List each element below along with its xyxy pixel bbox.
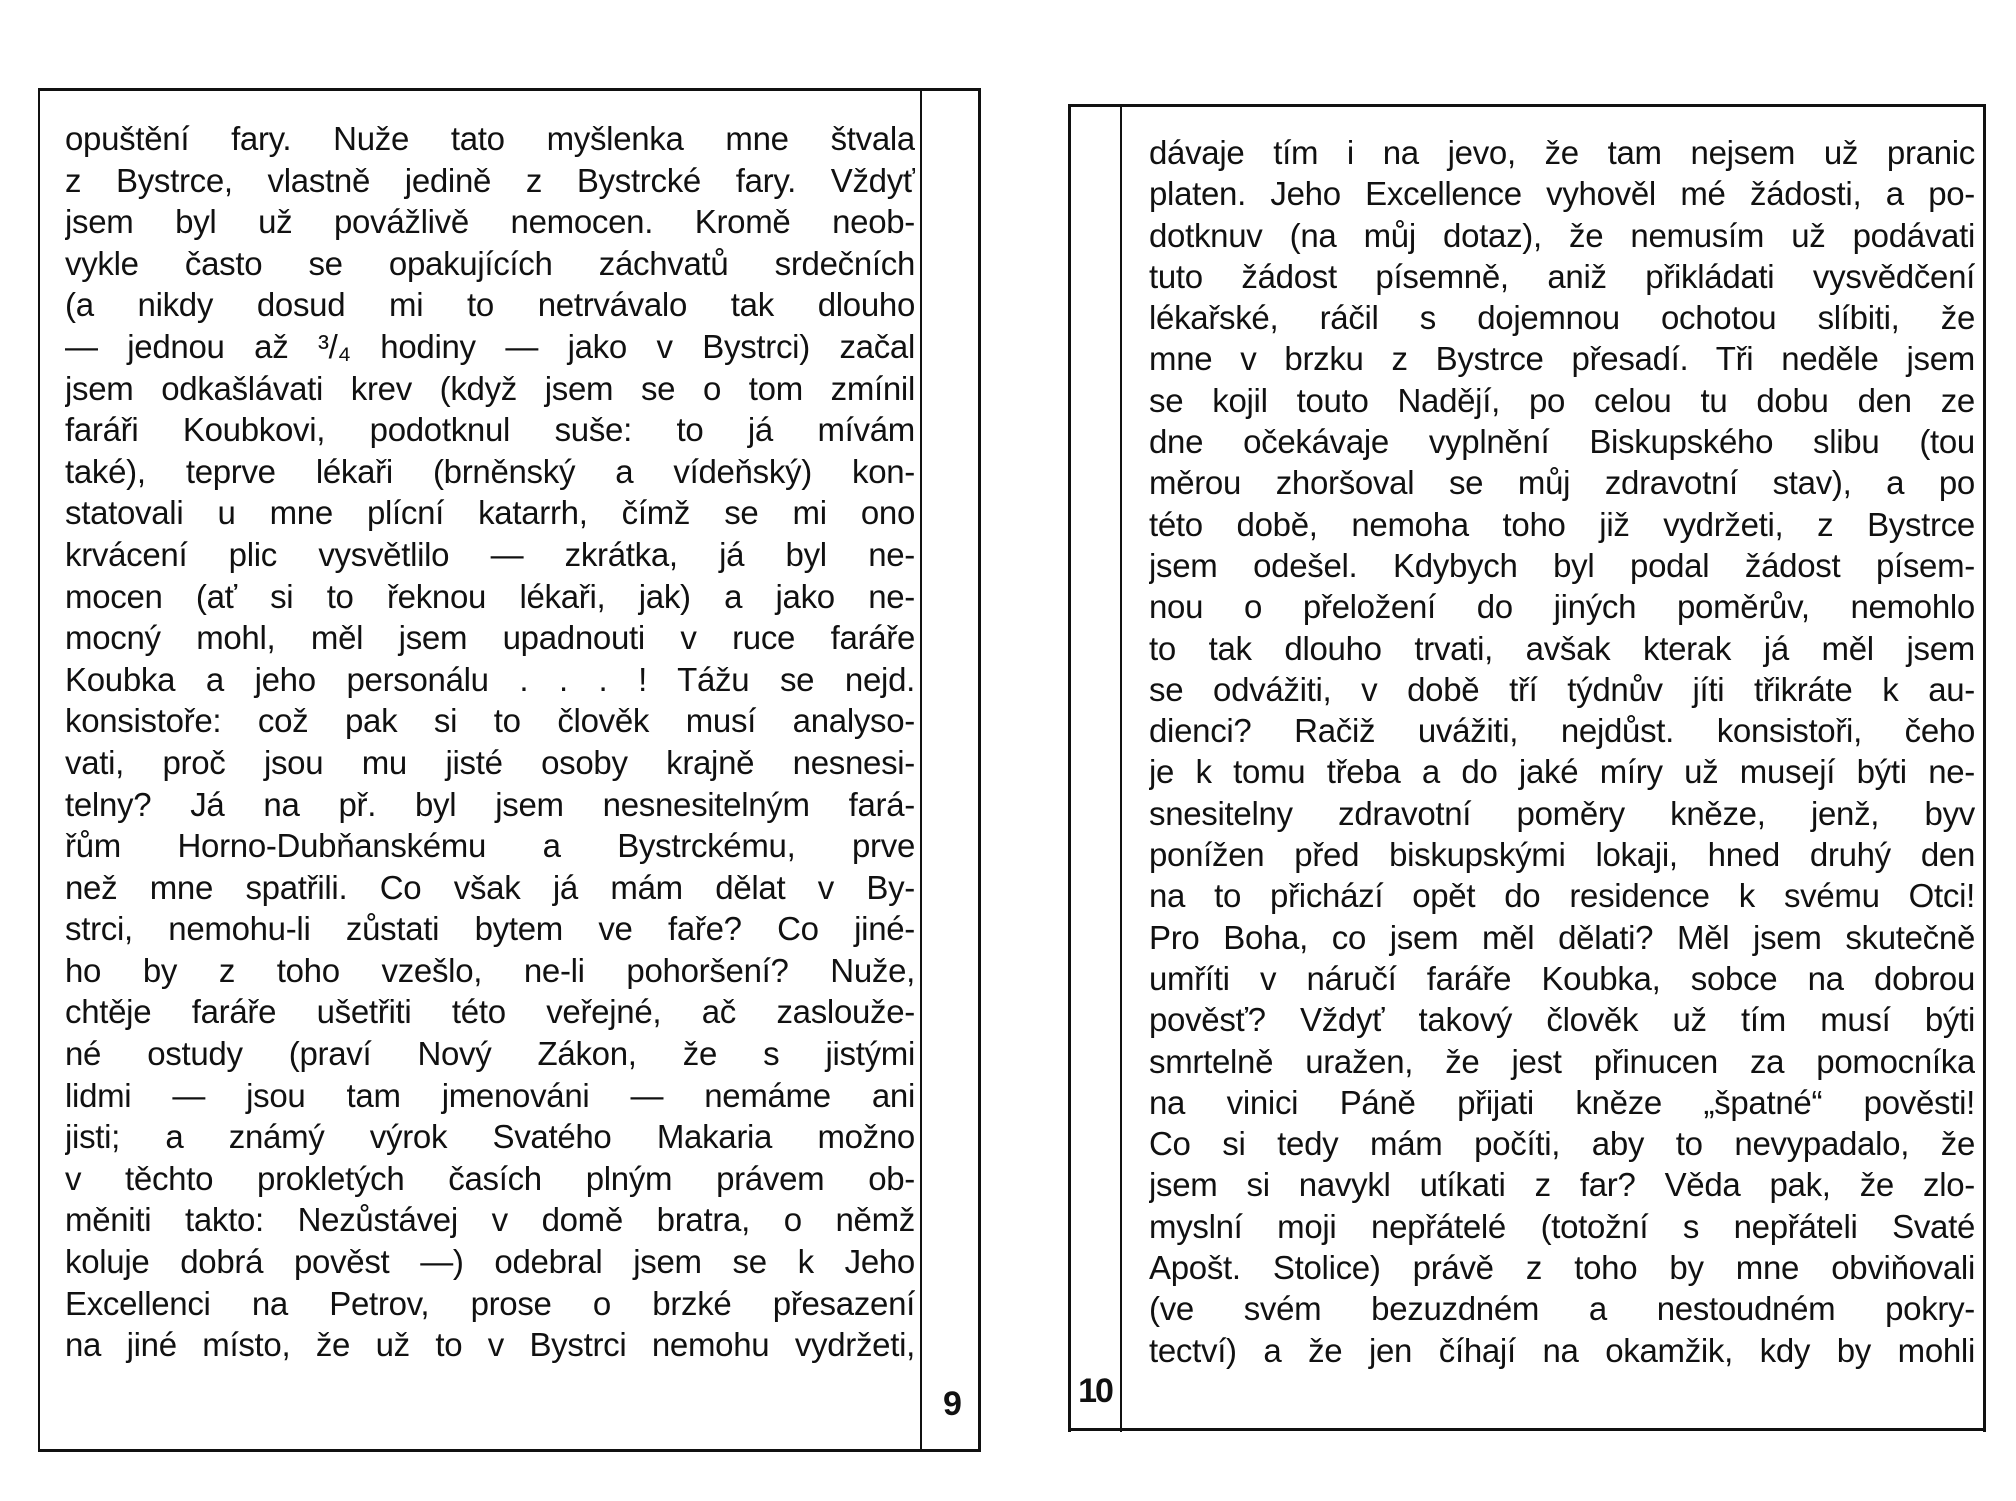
text-line: tectví) a že jen číhají na okamžik, kdy by mohli bbox=[1149, 1331, 1975, 1369]
text-line: to tak dlouho trvati, avšak kterak já měl jsem bbox=[1149, 629, 1975, 667]
text-line: vati, proč jsou mu jisté osoby krajně nesnesi- bbox=[65, 743, 915, 781]
text-line: než mne spatřili. Co však já mám dělat v By- bbox=[65, 868, 915, 906]
text-line: telny? Já na př. byl jsem nesnesitelným fará- bbox=[65, 785, 915, 823]
text-line: se odvážiti, v době tří týdnův jíti třikráte k au- bbox=[1149, 670, 1975, 708]
text-line: na to přichází opět do residence k svému Otci! bbox=[1149, 877, 1975, 915]
text-line: je k tomu třeba a do jaké míry už musejí býti ne- bbox=[1149, 753, 1975, 791]
text-line: Excellenci na Petrov, prose o brzké přesazení bbox=[65, 1284, 915, 1322]
text-line: nou o přeložení do jiných poměrův, nemohlo bbox=[1149, 588, 1975, 626]
page-number-column-rule bbox=[1120, 104, 1122, 1432]
text-line: Co si tedy mám počíti, aby to nevypadalo, že bbox=[1149, 1125, 1975, 1163]
text-line: vykle často se opakujících záchvatů srdečních bbox=[65, 244, 915, 282]
left-rule bbox=[1068, 104, 1071, 1432]
text-line: jsem si navykl utíkati z far? Věda pak, že zlo- bbox=[1149, 1166, 1975, 1204]
text-line: Koubka a jeho personálu . . . ! Tážu se nejd. bbox=[65, 660, 915, 698]
text-line: se kojil touto Nadějí, po celou tu dobu den ze bbox=[1149, 381, 1975, 419]
top-rule bbox=[1068, 104, 1986, 107]
text-line: jsem odešel. Kdybych byl podal žádost písem- bbox=[1149, 546, 1975, 584]
text-line: jsem odkašlávati krev (když jsem se o tom zmínil bbox=[65, 369, 915, 407]
text-line: — jednou až ³/₄ hodiny — jako v Bystrci) začal bbox=[65, 327, 915, 365]
text-line: mocen (ať si to řeknou lékaři, jak) a jako ne- bbox=[65, 577, 915, 615]
text-line: mne v brzku z Bystrce přesadí. Tři neděle jsem bbox=[1149, 340, 1975, 378]
text-line: né ostudy (praví Nový Zákon, že s jistými bbox=[65, 1035, 915, 1073]
text-line: snesitelny zdravotní poměry kněze, jenž, byv bbox=[1149, 794, 1975, 832]
page-number-column-rule bbox=[920, 88, 922, 1452]
text-line: smrtelně uražen, že jest přinucen za pomocníka bbox=[1149, 1042, 1975, 1080]
text-line: opuštění fary. Nuže tato myšlenka mne štvala bbox=[65, 120, 915, 157]
text-line: konsistoře: což pak si to člověk musí analyso- bbox=[65, 702, 915, 740]
left-page-text bbox=[65, 118, 915, 1366]
text-line: (a nikdy dosud mi to netrvávalo tak dlouho bbox=[65, 286, 915, 324]
right-rule bbox=[978, 88, 981, 1452]
text-line: lidmi — jsou tam jmenováni — nemáme ani bbox=[65, 1076, 915, 1114]
bottom-rule bbox=[1068, 1428, 1986, 1431]
text-line: měniti takto: Nezůstávej v domě bratra, o němž bbox=[65, 1201, 915, 1239]
text-line: na jiné místo, že už to v Bystrci nemohu vydržeti, bbox=[65, 1326, 915, 1364]
text-line: myslní moji nepřátelé (totožní s nepřáteli Svaté bbox=[1149, 1207, 1975, 1245]
text-line: této době, nemoha toho již vydržeti, z Bystrce bbox=[1149, 505, 1975, 543]
text-line: měrou zhoršoval se můj zdravotní stav), a po bbox=[1149, 464, 1975, 502]
text-line: jisti; a známý výrok Svatého Makaria možno bbox=[65, 1118, 915, 1156]
text-line: umříti v náručí faráře Koubka, sobce na dobrou bbox=[1149, 959, 1975, 997]
text-line: dávaje tím i na jevo, že tam nejsem už pranic bbox=[1149, 134, 1975, 171]
bottom-rule bbox=[38, 1449, 980, 1452]
top-rule bbox=[38, 88, 980, 91]
text-line: řům Horno-Dubňanskému a Bystrckému, prve bbox=[65, 827, 915, 865]
text-line: v těchto prokletých časích plným právem ob- bbox=[65, 1159, 915, 1197]
text-line: strci, nemohu-li zůstati bytem ve faře? Co jiné- bbox=[65, 910, 915, 948]
page-number: 9 bbox=[943, 1385, 961, 1423]
text-line: dotknuv (na můj dotaz), že nemusím už podávati bbox=[1149, 216, 1975, 254]
text-line: tuto žádost písemně, aniž přikládati vysvědčení bbox=[1149, 257, 1975, 295]
right-page-text bbox=[1149, 132, 1975, 1371]
left-page bbox=[38, 88, 980, 1453]
text-line: na vinici Páně přijati kněze „špatné“ pověsti! bbox=[1149, 1083, 1975, 1121]
text-line: z Bystrce, vlastně jedině z Bystrcké fary. Vždyť bbox=[65, 161, 915, 199]
text-line: ho by z toho vzešlo, ne-li pohoršení? Nuže, bbox=[65, 951, 915, 989]
text-line: mocný mohl, měl jsem upadnouti v ruce faráře bbox=[65, 619, 915, 657]
text-line: dne očekávaje vyplnění Biskupského slibu (tou bbox=[1149, 423, 1975, 461]
text-line: dienci? Račiž uvážiti, nejdůst. konsistoři, čeho bbox=[1149, 712, 1975, 750]
text-line: jsem byl už povážlivě nemocen. Kromě neob- bbox=[65, 203, 915, 241]
text-line: také), teprve lékaři (brněnský a vídeňský) kon- bbox=[65, 452, 915, 490]
left-rule bbox=[38, 88, 40, 1452]
right-rule bbox=[1983, 104, 1986, 1432]
text-line: Pro Boha, co jsem měl dělati? Měl jsem skutečně bbox=[1149, 918, 1975, 956]
page-number: 10 bbox=[1078, 1372, 1112, 1410]
text-line: pověsť? Vždyť takový člověk už tím musí býti bbox=[1149, 1001, 1975, 1039]
text-line: lékařské, ráčil s dojemnou ochotou slíbiti, že bbox=[1149, 299, 1975, 337]
text-line: (ve svém bezuzdném a nestoudném pokry- bbox=[1149, 1290, 1975, 1328]
text-line: faráři Koubkovi, podotknul suše: to já mívám bbox=[65, 411, 915, 449]
text-line: chtěje faráře ušetřiti této veřejné, ač zasloužе- bbox=[65, 993, 915, 1031]
text-line: statovali u mne plícní katarrh, čímž se mi ono bbox=[65, 494, 915, 532]
text-line: platen. Jeho Excellence vyhověl mé žádosti, a po- bbox=[1149, 175, 1975, 213]
text-line: koluje dobrá pověst —) odebral jsem se k Jeho bbox=[65, 1243, 915, 1281]
text-line: Apošt. Stolice) právě z toho by mne obviňovali bbox=[1149, 1249, 1975, 1287]
right-page bbox=[1068, 104, 1986, 1434]
text-line: krvácení plic vysvětlilo — zkrátka, já byl ne- bbox=[65, 535, 915, 573]
text-line: ponížen před biskupskými lokaji, hned druhý den bbox=[1149, 836, 1975, 874]
